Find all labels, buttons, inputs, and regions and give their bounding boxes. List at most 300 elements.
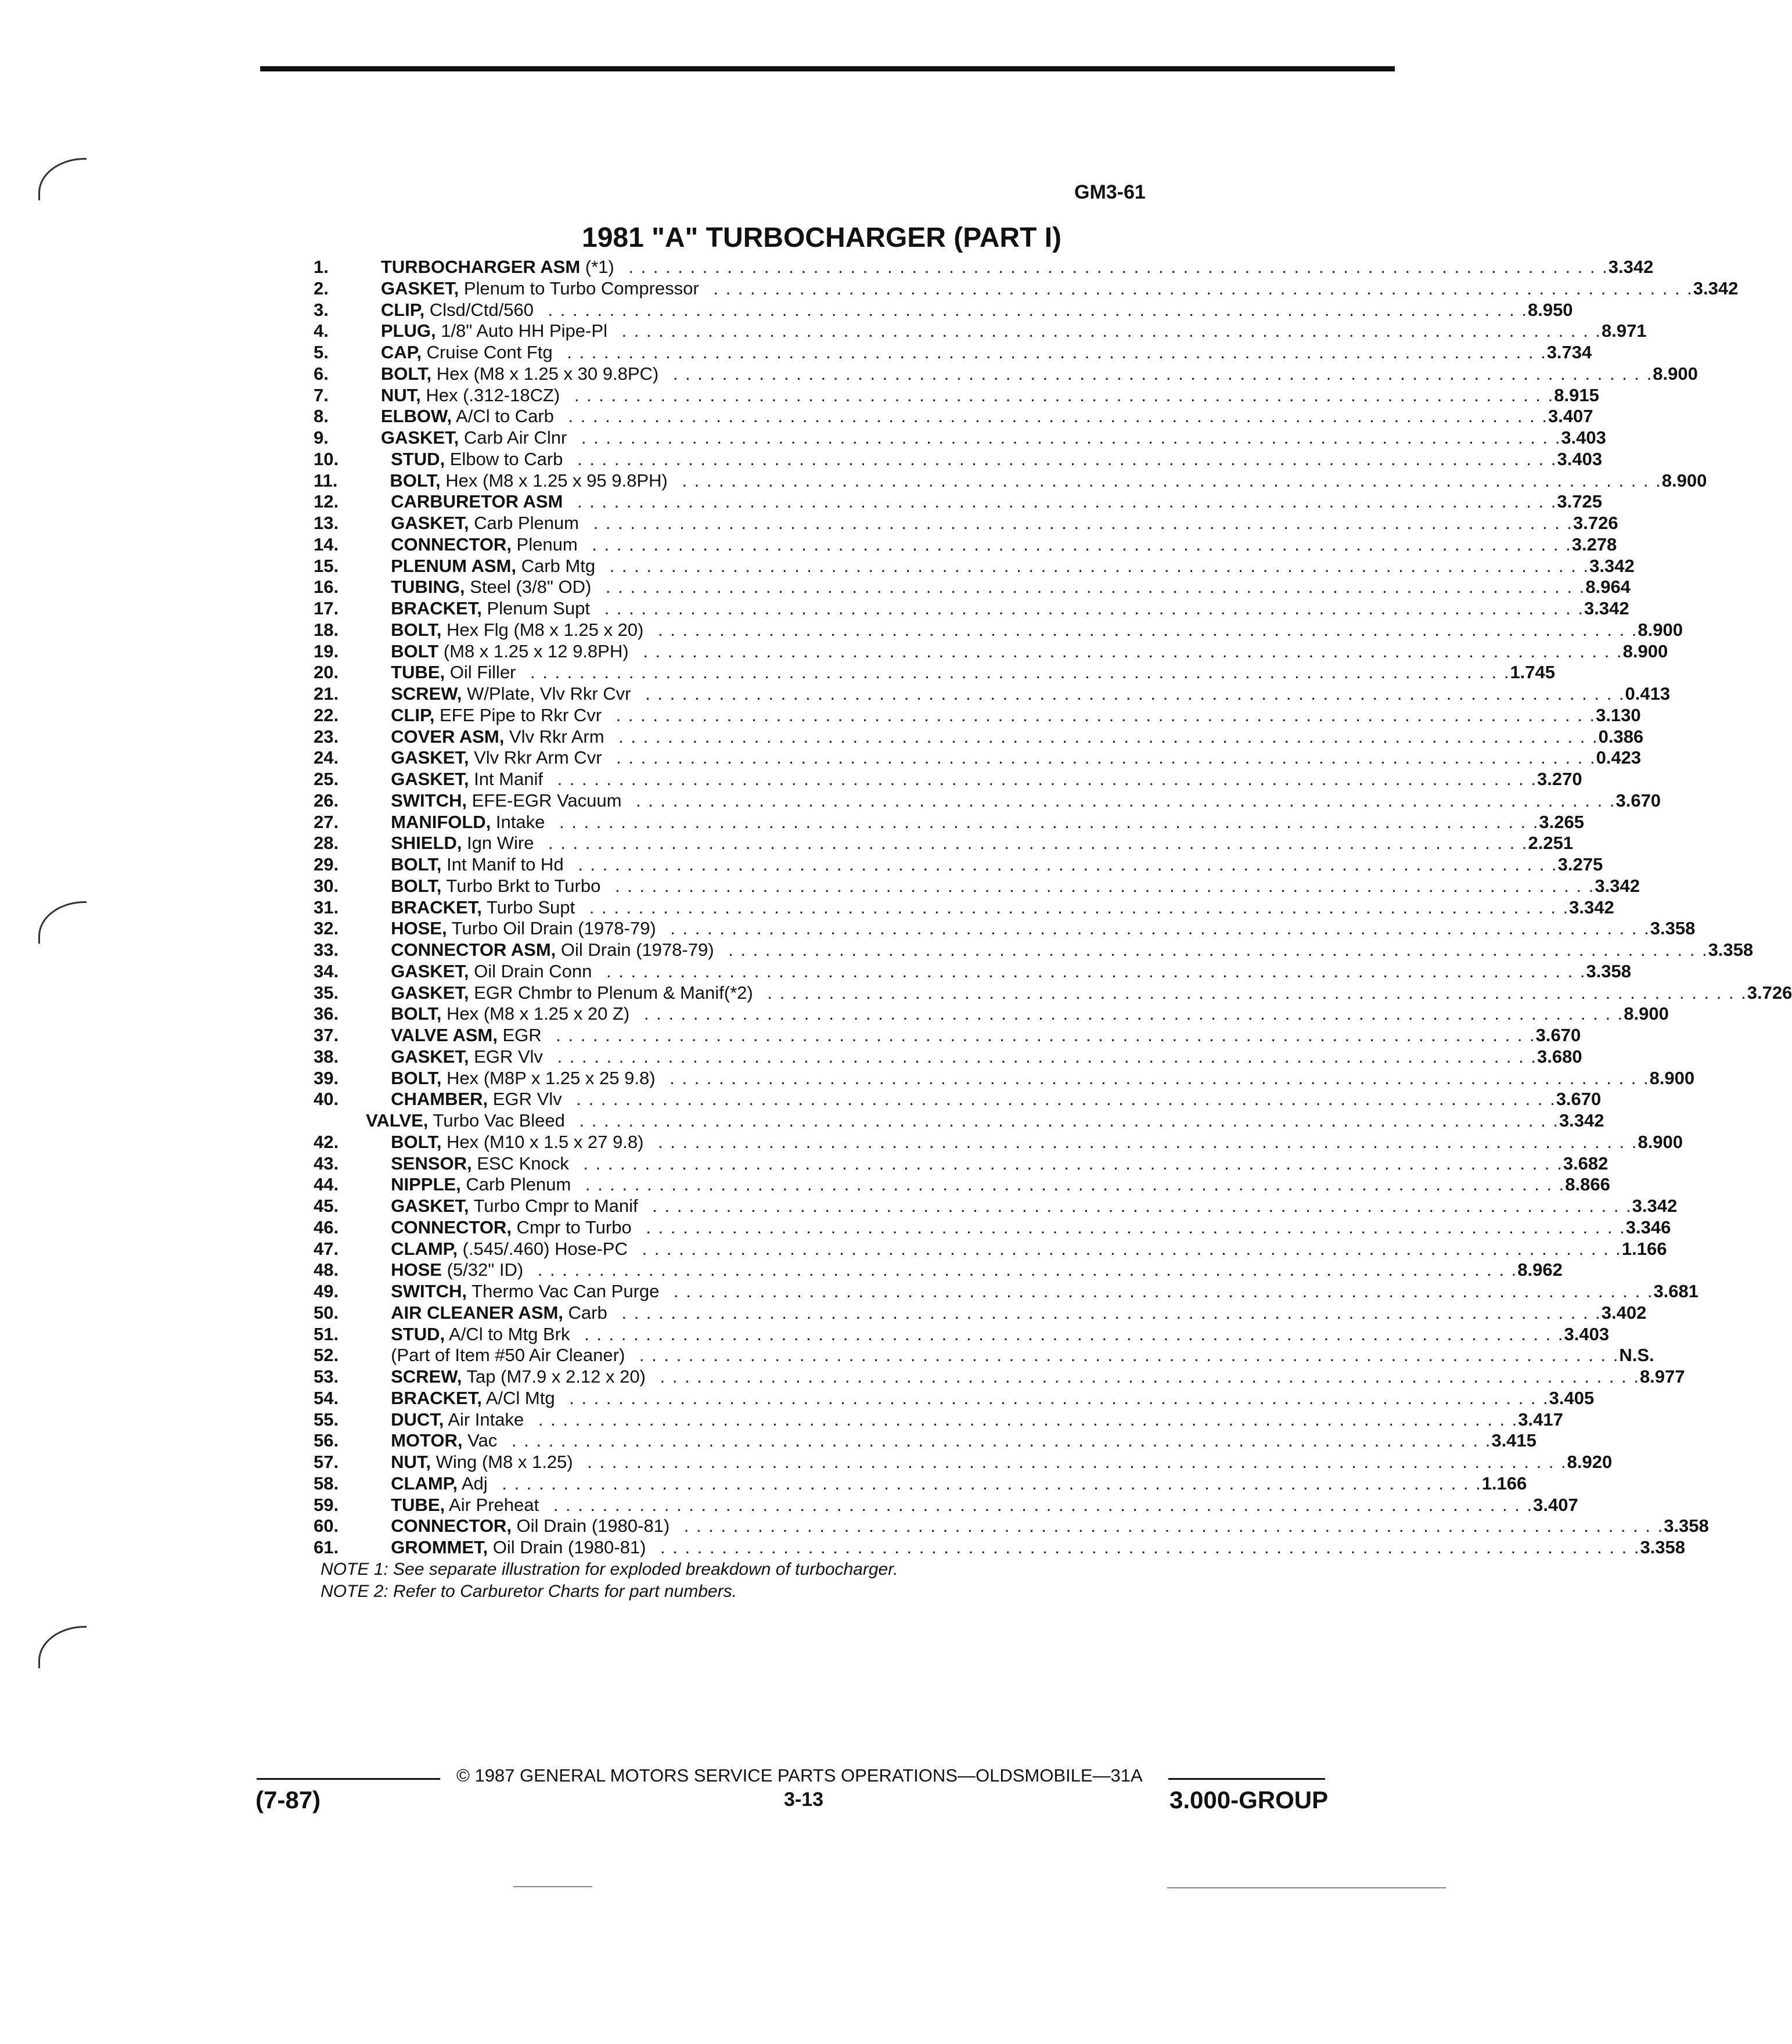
parts-row: [314, 1003, 1669, 1025]
dot-leader: . . . . . . . . . . . . . . . . . . . . . . . . . . . . . . . . . . . . . . . . . . . . . . . . . . . . . . . . . . . . . . . . . . . . . . . . . . . . . . . .: [532, 1409, 1518, 1430]
group-number: 8.977: [1639, 1366, 1685, 1387]
item-detail: Wing (M8 x 1.25): [431, 1452, 573, 1472]
item-number: 46.: [314, 1217, 339, 1237]
item-name: DUCT,: [391, 1409, 444, 1430]
item-description: [391, 812, 1539, 833]
parts-row: [314, 1131, 1683, 1153]
item-detail: Plenum: [511, 534, 578, 555]
group-number: 3.342: [1584, 598, 1629, 618]
item-number: 26.: [314, 790, 339, 811]
parts-row: [314, 960, 1632, 983]
item-number: 52.: [314, 1345, 339, 1366]
group-number: 3.670: [1535, 1025, 1581, 1045]
item-description: [391, 1196, 1632, 1217]
parts-row: [314, 1387, 1595, 1409]
group-number: 3.734: [1546, 342, 1592, 362]
item-description: [391, 1388, 1549, 1409]
dot-leader: . . . . . . . . . . . . . . . . . . . . . . . . . . . . . . . . . . . . . . . . . . . . . . . . . . . . . . . . . . . . . . . . . . . . . . . . . . . . . . . .: [653, 1366, 1640, 1387]
dot-leader: . . . . . . . . . . . . . . . . . . . . . . . . . . . . . . . . . . . . . . . . . . . . . . . . . . . . . . . . . . . . . . . . . . . . . . . . . . . . . . . .: [542, 833, 1528, 854]
item-description: [381, 342, 1547, 364]
item-name: HOSE,: [391, 918, 447, 939]
parts-row: [314, 1089, 1602, 1110]
item-number: 50.: [314, 1302, 339, 1323]
item-detail: Vlv Rkr Arm Cvr: [469, 747, 602, 768]
item-description: [391, 854, 1558, 876]
item-description: [391, 1259, 1517, 1281]
dot-leader: . . . . . . . . . . . . . . . . . . . . . . . . . . . . . . . . . . . . . . . . . . . . . . . . . . . . . . . . . . . . . . . . . . . . . . . . . . . . . . . .: [636, 640, 1623, 661]
dot-leader: . . . . . . . . . . . . . . . . . . . . . . . . . . . . . . . . . . . . . . . . . . . . . . . . . . . . . . . . . . . . . . . . . . . . . . . . . . . . . . . .: [505, 1430, 1492, 1451]
parts-row: [314, 363, 1698, 385]
note: NOTE 2: Refer to Carburetor Charts for part numbers.: [321, 1582, 737, 1601]
item-description: [391, 1089, 1556, 1110]
item-number: 6.: [314, 363, 329, 384]
item-detail: Intake: [491, 811, 545, 832]
item-number: 60.: [314, 1516, 339, 1536]
item-detail: Thermo Vac Can Purge: [466, 1281, 660, 1301]
item-number: 3.: [314, 299, 329, 320]
item-number: 5.: [314, 342, 329, 362]
item-name: SCREW,: [391, 683, 462, 704]
item-number: 57.: [314, 1452, 339, 1472]
group-number: 3.358: [1664, 1516, 1709, 1536]
item-name: TUBE,: [391, 1494, 445, 1515]
dot-leader: . . . . . . . . . . . . . . . . . . . . . . . . . . . . . . . . . . . . . . . . . . . . . . . . . . . . . . . . . . . . . . . . . . . . . . . . . . . . . . . .: [652, 619, 1638, 640]
parts-row: [314, 619, 1683, 641]
group-number: 3.405: [1549, 1387, 1595, 1408]
item-name: CLAMP,: [391, 1473, 458, 1494]
group-number: 8.920: [1567, 1452, 1613, 1472]
item-detail: Adj: [457, 1473, 488, 1494]
dot-leader: . . . . . . . . . . . . . . . . . . . . . . . . . . . . . . . . . . . . . . . . . . . . . . . . . . . . . . . . . . . . . . . . . . . . . . . . . . . . . . . .: [600, 960, 1586, 981]
group-number: 8.900: [1661, 470, 1707, 491]
scan-line: [513, 1886, 592, 1887]
item-description: [391, 705, 1596, 726]
dot-leader: . . . . . . . . . . . . . . . . . . . . . . . . . . . . . . . . . . . . . . . . . . . . . . . . . . . . . . . . . . . . . . . . . . . . . . . . . . . . . . . .: [571, 491, 1557, 512]
item-number: 31.: [314, 897, 339, 917]
item-number: 14.: [314, 534, 339, 555]
item-detail: (Part of Item #50 Air Cleaner): [391, 1345, 625, 1366]
parts-row: [314, 1046, 1582, 1068]
parts-row: [314, 1217, 1671, 1239]
group-number: 3.358: [1708, 940, 1754, 960]
parts-row: [314, 278, 1739, 300]
parts-row: [314, 1323, 1610, 1345]
item-name: SCREW,: [391, 1366, 462, 1387]
item-description: [391, 897, 1569, 919]
item-description: [391, 1217, 1626, 1239]
item-description: [391, 726, 1598, 748]
dot-leader: . . . . . . . . . . . . . . . . . . . . . . . . . . . . . . . . . . . . . . . . . . . . . . . . . . . . . . . . . . . . . . . . . . . . . . . . . . . . . . . .: [571, 448, 1557, 469]
item-name: BRACKET,: [391, 897, 482, 917]
parts-row: [314, 640, 1668, 663]
group-number: 2.251: [1528, 833, 1574, 854]
item-name: GASKET,: [380, 278, 459, 298]
dot-leader: . . . . . . . . . . . . . . . . . . . . . . . . . . . . . . . . . . . . . . . . . . . . . . . . . . . . . . . . . . . . . . . . . . . . . . . . . . . . . . . .: [587, 513, 1574, 533]
item-description: [391, 556, 1589, 577]
dot-leader: . . . . . . . . . . . . . . . . . . . . . . . . . . . . . . . . . . . . . . . . . . . . . . . . . . . . . . . . . . . . . . . . . . . . . . . . . . . . . . . .: [610, 747, 1596, 768]
item-detail: Plenum Supt: [481, 598, 590, 618]
item-detail: (M8 x 1.25 x 12 9.8PH): [438, 640, 629, 661]
item-name: BOLT,: [380, 363, 432, 384]
parts-row: [314, 406, 1593, 427]
item-detail: A/Cl to Carb: [452, 406, 554, 427]
item-description: [391, 449, 1557, 470]
dot-leader: . . . . . . . . . . . . . . . . . . . . . . . . . . . . . . . . . . . . . . . . . . . . . . . . . . . . . . . . . . . . . . . . . . . . . . . . . . . . . . . .: [568, 384, 1554, 405]
item-description: [391, 1324, 1564, 1345]
group-number: 3.681: [1653, 1281, 1699, 1301]
item-detail: 1/8" Auto HH Pipe-Pl: [436, 321, 607, 341]
parts-row: [314, 1366, 1685, 1388]
item-name: TUBING,: [391, 577, 465, 598]
parts-row: [314, 491, 1602, 513]
group-number: 8.866: [1565, 1174, 1610, 1195]
item-number: 1.: [314, 257, 329, 277]
dot-leader: . . . . . . . . . . . . . . . . . . . . . . . . . . . . . . . . . . . . . . . . . . . . . . . . . . . . . . . . . . . . . . . . . . . . . . . . . . . . . . . .: [678, 1516, 1664, 1536]
item-description: [391, 1452, 1567, 1473]
scan-mark: [38, 901, 87, 944]
dot-leader: . . . . . . . . . . . . . . . . . . . . . . . . . . . . . . . . . . . . . . . . . . . . . . . . . . . . . . . . . . . . . . . . . . . . . . . . . . . . . . . .: [761, 982, 1747, 1003]
parts-row: [314, 1196, 1678, 1217]
item-number: 16.: [314, 577, 339, 598]
item-name: AIR CLEANER ASM,: [391, 1302, 563, 1323]
item-number: 37.: [314, 1025, 339, 1045]
dot-leader: . . . . . . . . . . . . . . . . . . . . . . . . . . . . . . . . . . . . . . . . . . . . . . . . . . . . . . . . . . . . . . . . . . . . . . . . . . . . . . . .: [722, 940, 1708, 960]
item-description: [391, 1025, 1536, 1046]
dot-leader: . . . . . . . . . . . . . . . . . . . . . . . . . . . . . . . . . . . . . . . . . . . . . . . . . . . . . . . . . . . . . . . . . . . . . . . . . . . . . . . .: [583, 897, 1570, 917]
item-name: CONNECTOR,: [391, 1217, 512, 1237]
group-number: 8.900: [1649, 1067, 1695, 1088]
dot-leader: . . . . . . . . . . . . . . . . . . . . . . . . . . . . . . . . . . . . . . . . . . . . . . . . . . . . . . . . . . . . . . . . . . . . . . . . . . . . . . . .: [553, 811, 1539, 832]
item-number: 17.: [314, 598, 339, 618]
dot-leader: . . . . . . . . . . . . . . . . . . . . . . . . . . . . . . . . . . . . . . . . . . . . . . . . . . . . . . . . . . . . . . . . . . . . . . . . . . . . . . . .: [550, 769, 1538, 789]
item-name: CAP,: [380, 342, 422, 362]
item-description: [391, 1473, 1482, 1495]
item-name: BOLT,: [391, 1003, 442, 1024]
item-name: STUD,: [391, 1323, 445, 1344]
dot-leader: . . . . . . . . . . . . . . . . . . . . . . . . . . . . . . . . . . . . . . . . . . . . . . . . . . . . . . . . . . . . . . . . . . . . . . . . . . . . . . . .: [570, 1089, 1556, 1110]
item-name: GASKET,: [391, 769, 469, 789]
group-number: 3.342: [1693, 278, 1739, 298]
group-number: 3.417: [1518, 1409, 1563, 1430]
group-number: 3.342: [1589, 555, 1635, 576]
item-name: BOLT,: [391, 619, 442, 640]
item-description: [391, 769, 1537, 790]
dot-leader: . . . . . . . . . . . . . . . . . . . . . . . . . . . . . . . . . . . . . . . . . . . . . . . . . . . . . . . . . . . . . . . . . . . . . . . . . . . . . . . .: [622, 257, 1609, 277]
group-number: 3.407: [1548, 406, 1593, 427]
item-number: 36.: [314, 1003, 339, 1024]
group-number: 8.900: [1653, 363, 1698, 384]
item-number: 18.: [314, 619, 339, 640]
item-detail: EGR Vlv: [469, 1046, 543, 1067]
note: NOTE 1: See separate illustration for exploded breakdown of turbocharger.: [321, 1560, 898, 1579]
item-description: [391, 940, 1708, 961]
item-number: 59.: [314, 1494, 339, 1515]
dot-leader: . . . . . . . . . . . . . . . . . . . . . . . . . . . . . . . . . . . . . . . . . . . . . . . . . . . . . . . . . . . . . . . . . . . . . . . . . . . . . . . .: [598, 598, 1584, 618]
item-name: SWITCH,: [391, 1281, 467, 1301]
parts-row: [314, 577, 1631, 598]
item-name: CLIP,: [380, 299, 425, 320]
item-description: [391, 1239, 1622, 1260]
dot-leader: . . . . . . . . . . . . . . . . . . . . . . . . . . . . . . . . . . . . . . . . . . . . . . . . . . . . . . . . . . . . . . . . . . . . . . . . . . . . . . . .: [675, 470, 1662, 491]
item-name: BOLT: [391, 640, 439, 661]
item-number: 53.: [314, 1366, 339, 1387]
group-number: 3.000-GROUP: [1170, 1786, 1329, 1813]
item-description: [381, 406, 1548, 427]
parts-row: [314, 555, 1635, 577]
group-number: 3.682: [1563, 1153, 1609, 1174]
item-detail: EGR Vlv: [488, 1089, 562, 1110]
item-number: 48.: [314, 1259, 339, 1280]
item-description: [391, 491, 1557, 513]
group-number: 1.166: [1481, 1473, 1527, 1494]
dot-leader: . . . . . . . . . . . . . . . . . . . . . . . . . . . . . . . . . . . . . . . . . . . . . . . . . . . . . . . . . . . . . . . . . . . . . . . . . . . . . . . .: [571, 854, 1558, 875]
parts-row: [314, 854, 1603, 876]
item-name: GASKET,: [380, 427, 459, 448]
page-code: GM3-61: [1074, 181, 1146, 203]
parts-row: [314, 1516, 1709, 1537]
group-number: 3.342: [1608, 257, 1654, 277]
item-description: [381, 427, 1561, 449]
item-detail: Plenum to Turbo Compressor: [459, 278, 699, 298]
item-detail: Turbo Cmpr to Manif: [469, 1196, 638, 1216]
dot-leader: . . . . . . . . . . . . . . . . . . . . . . . . . . . . . . . . . . . . . . . . . . . . . . . . . . . . . . . . . . . . . . . . . . . . . . . . . . . . . . . .: [609, 875, 1595, 896]
item-number: 39.: [314, 1067, 339, 1088]
dot-leader: . . . . . . . . . . . . . . . . . . . . . . . . . . . . . . . . . . . . . . . . . . . . . . . . . . . . . . . . . . . . . . . . . . . . . . . . . . . . . . . .: [603, 555, 1590, 576]
item-name: CONNECTOR,: [391, 1516, 512, 1536]
item-description: [366, 1110, 1559, 1132]
dot-leader: . . . . . . . . . . . . . . . . . . . . . . . . . . . . . . . . . . . . . . . . . . . . . . . . . . . . . . . . . . . . . . . . . . . . . . . . . . . . . . . .: [578, 1323, 1564, 1344]
item-detail: Int Manif to Hd: [441, 854, 564, 875]
item-name: BOLT,: [391, 1131, 442, 1152]
item-description: [391, 790, 1615, 812]
item-description: [391, 1495, 1533, 1516]
group-number: 3.726: [1747, 982, 1792, 1003]
group-number: 3.265: [1539, 811, 1584, 832]
dot-leader: . . . . . . . . . . . . . . . . . . . . . . . . . . . . . . . . . . . . . . . . . . . . . . . . . . . . . . . . . . . . . . . . . . . . . . . . . . . . . . . .: [707, 278, 1693, 298]
item-name: VALVE,: [366, 1110, 429, 1131]
item-description: [391, 1430, 1491, 1452]
item-detail: ESC Knock: [472, 1153, 569, 1174]
dot-leader: . . . . . . . . . . . . . . . . . . . . . . . . . . . . . . . . . . . . . . . . . . . . . . . . . . . . . . . . . . . . . . . . . . . . . . . . . . . . . . . .: [524, 662, 1510, 683]
group-number: 8.900: [1624, 1003, 1669, 1024]
item-detail: Carb Mtg: [516, 555, 596, 576]
item-name: TUBE,: [391, 662, 445, 683]
item-detail: Turbo Supt: [481, 897, 575, 917]
item-name: SENSOR,: [391, 1153, 472, 1174]
item-number: 45.: [314, 1196, 339, 1216]
group-number: 0.423: [1596, 747, 1642, 768]
group-number: 1.745: [1510, 662, 1556, 683]
group-number: 8.900: [1638, 1131, 1683, 1152]
item-name: CARBURETOR ASM: [391, 491, 563, 512]
item-name: GROMMET,: [391, 1537, 488, 1557]
page-title: 1981 "A" TURBOCHARGER (PART I): [582, 222, 1062, 253]
parts-row: [314, 1452, 1613, 1473]
item-number: 30.: [314, 875, 339, 896]
parts-row: [314, 1067, 1695, 1089]
item-name: GASKET,: [391, 513, 469, 533]
item-detail: A/Cl Mtg: [481, 1387, 555, 1408]
item-name: GASKET,: [391, 1196, 469, 1216]
footer-rule-right: [1168, 1778, 1325, 1780]
item-name: CHAMBER,: [391, 1089, 488, 1110]
group-number: 8.971: [1601, 321, 1647, 341]
parts-row: [314, 1259, 1563, 1281]
group-number: 0.413: [1625, 683, 1671, 704]
dot-leader: . . . . . . . . . . . . . . . . . . . . . . . . . . . . . . . . . . . . . . . . . . . . . . . . . . . . . . . . . . . . . . . . . . . . . . . . . . . . . . . .: [563, 1387, 1549, 1408]
item-detail: Ign Wire: [462, 833, 534, 854]
dot-leader: . . . . . . . . . . . . . . . . . . . . . . . . . . . . . . . . . . . . . . . . . . . . . . . . . . . . . . . . . . . . . . . . . . . . . . . . . . . . . . . .: [549, 1025, 1536, 1045]
item-name: COVER ASM,: [391, 726, 505, 747]
group-number: 3.725: [1557, 491, 1602, 512]
parts-row: [314, 918, 1696, 940]
item-detail: (.545/.460) Hose-PC: [457, 1238, 628, 1259]
parts-row: [314, 1302, 1647, 1324]
group-number: 3.670: [1615, 790, 1661, 811]
item-number: 35.: [314, 982, 339, 1003]
group-number: 3.680: [1536, 1046, 1582, 1067]
item-detail: A/Cl to Mtg Brk: [445, 1323, 570, 1344]
group-number: 3.726: [1573, 513, 1618, 533]
item-detail: (*1): [580, 257, 614, 277]
dot-leader: . . . . . . . . . . . . . . . . . . . . . . . . . . . . . . . . . . . . . . . . . . . . . . . . . . . . . . . . . . . . . . . . . . . . . . . . . . . . . . . .: [547, 1494, 1534, 1515]
item-detail: Cmpr to Turbo: [511, 1217, 632, 1237]
parts-row: [314, 1409, 1563, 1431]
dot-leader: . . . . . . . . . . . . . . . . . . . . . . . . . . . . . . . . . . . . . . . . . . . . . . . . . . . . . . . . . . . . . . . . . . . . . . . . . . . . . . . .: [615, 321, 1602, 341]
item-description: [391, 1366, 1640, 1388]
dot-leader: . . . . . . . . . . . . . . . . . . . . . . . . . . . . . . . . . . . . . . . . . . . . . . . . . . . . . . . . . . . . . . . . . . . . . . . . . . . . . . . .: [615, 1302, 1602, 1323]
item-name: NUT,: [380, 384, 421, 405]
group-number: 3.342: [1632, 1196, 1678, 1216]
item-number: 51.: [314, 1323, 339, 1344]
item-number: 29.: [314, 854, 339, 875]
parts-row: [314, 747, 1642, 769]
group-number: 3.670: [1556, 1089, 1602, 1110]
item-name: GASKET,: [391, 982, 469, 1003]
item-description: [381, 364, 1653, 385]
item-number: 28.: [314, 833, 339, 854]
group-number: 3.130: [1596, 704, 1641, 725]
item-description: [391, 662, 1510, 683]
dot-leader: . . . . . . . . . . . . . . . . . . . . . . . . . . . . . . . . . . . . . . . . . . . . . . . . . . . . . . . . . . . . . . . . . . . . . . . . . . . . . . . .: [585, 534, 1572, 555]
item-description: [391, 876, 1595, 897]
item-description: [390, 470, 1661, 492]
parts-row: [314, 1430, 1536, 1452]
group-number: 8.962: [1517, 1259, 1563, 1280]
parts-row: [314, 1345, 1654, 1366]
group-number: 3.403: [1557, 448, 1603, 469]
parts-row: [314, 1025, 1581, 1046]
item-number: 12.: [314, 491, 339, 512]
item-name: GASKET,: [391, 747, 469, 768]
item-description: [391, 1174, 1565, 1196]
item-number: 9.: [314, 427, 329, 448]
parts-row: [314, 427, 1606, 449]
parts-list: [314, 257, 1792, 1559]
item-number: 61.: [314, 1537, 339, 1557]
dot-leader: . . . . . . . . . . . . . . . . . . . . . . . . . . . . . . . . . . . . . . . . . . . . . . . . . . . . . . . . . . . . . . . . . . . . . . . . . . . . . . . .: [573, 1110, 1559, 1131]
item-number: 40.: [314, 1089, 339, 1110]
item-detail: Turbo Vac Bleed: [428, 1110, 565, 1131]
item-description: [391, 1046, 1537, 1068]
parts-row: [314, 1153, 1609, 1175]
item-name: BOLT,: [390, 470, 441, 491]
item-number: 58.: [314, 1473, 339, 1494]
item-name: GASKET,: [391, 1046, 469, 1067]
item-description: [391, 833, 1528, 854]
parts-row: [314, 704, 1641, 726]
item-detail: Turbo Oil Drain (1978-79): [447, 918, 656, 939]
item-description: [391, 1153, 1563, 1175]
item-detail: Hex (M8P x 1.25 x 25 9.8): [441, 1067, 656, 1088]
group-number: 3.346: [1625, 1217, 1671, 1237]
item-detail: Clsd/Ctd/560: [424, 299, 534, 320]
group-number: 3.342: [1595, 875, 1640, 896]
item-description: [391, 1516, 1664, 1537]
parts-row: [314, 1110, 1604, 1132]
item-detail: EGR: [497, 1025, 542, 1045]
parts-row: [314, 790, 1661, 812]
item-name: BOLT,: [391, 875, 442, 896]
item-number: 54.: [314, 1387, 339, 1408]
top-rule: [260, 66, 1395, 71]
item-description: [391, 983, 1747, 1004]
page-number: 3-13: [784, 1788, 824, 1811]
item-description: [391, 534, 1572, 556]
item-detail: Vlv Rkr Arm: [504, 726, 604, 747]
item-description: [381, 321, 1602, 342]
parts-row: [314, 598, 1629, 620]
revision-date: (7-87): [256, 1786, 321, 1813]
item-description: [391, 1003, 1624, 1025]
item-description: [391, 1302, 1602, 1324]
group-number: 0.386: [1598, 726, 1644, 747]
item-name: NIPPLE,: [391, 1174, 461, 1195]
scan-line: [1167, 1887, 1446, 1888]
item-detail: EGR Chmbr to Plenum & Manif(*2): [469, 982, 753, 1003]
item-name: CLIP,: [391, 704, 435, 725]
item-detail: Hex (M8 x 1.25 x 20 Z): [441, 1003, 630, 1024]
item-detail: Carb Plenum: [460, 1174, 571, 1195]
item-number: 24.: [314, 747, 339, 768]
dot-leader: . . . . . . . . . . . . . . . . . . . . . . . . . . . . . . . . . . . . . . . . . . . . . . . . . . . . . . . . . . . . . . . . . . . . . . . . . . . . . . . .: [562, 406, 1548, 427]
parts-row: [314, 662, 1556, 683]
parts-row: [314, 342, 1592, 364]
item-number: 20.: [314, 662, 339, 683]
item-detail: Carb: [563, 1302, 607, 1323]
item-description: [391, 513, 1573, 534]
dot-leader: . . . . . . . . . . . . . . . . . . . . . . . . . . . . . . . . . . . . . . . . . . . . . . . . . . . . . . . . . . . . . . . . . . . . . . . . . . . . . . . .: [667, 363, 1653, 384]
item-name: BRACKET,: [391, 1387, 482, 1408]
item-name: ELBOW,: [380, 406, 452, 427]
item-number: 22.: [314, 704, 339, 725]
item-name: SWITCH,: [391, 790, 467, 811]
item-detail: Hex (M8 x 1.25 x 95 9.8PH): [440, 470, 668, 491]
group-number: 3.278: [1571, 534, 1617, 555]
parts-row: [314, 1494, 1578, 1516]
dot-leader: . . . . . . . . . . . . . . . . . . . . . . . . . . . . . . . . . . . . . . . . . . . . . . . . . . . . . . . . . . . . . . . . . . . . . . . . . . . . . . . .: [599, 577, 1586, 598]
item-number: 2.: [314, 278, 329, 298]
parts-row: [314, 833, 1574, 854]
item-name: TURBOCHARGER ASM: [380, 257, 581, 277]
item-name: CLAMP,: [391, 1238, 458, 1259]
dot-leader: . . . . . . . . . . . . . . . . . . . . . . . . . . . . . . . . . . . . . . . . . . . . . . . . . . . . . . . . . . . . . . . . . . . . . . . . . . . . . . . .: [639, 683, 1625, 704]
item-number: 4.: [314, 321, 329, 341]
item-description: [391, 683, 1625, 705]
item-detail: EFE-EGR Vacuum: [466, 790, 622, 811]
item-description: [381, 278, 1693, 300]
item-number: 55.: [314, 1409, 339, 1430]
